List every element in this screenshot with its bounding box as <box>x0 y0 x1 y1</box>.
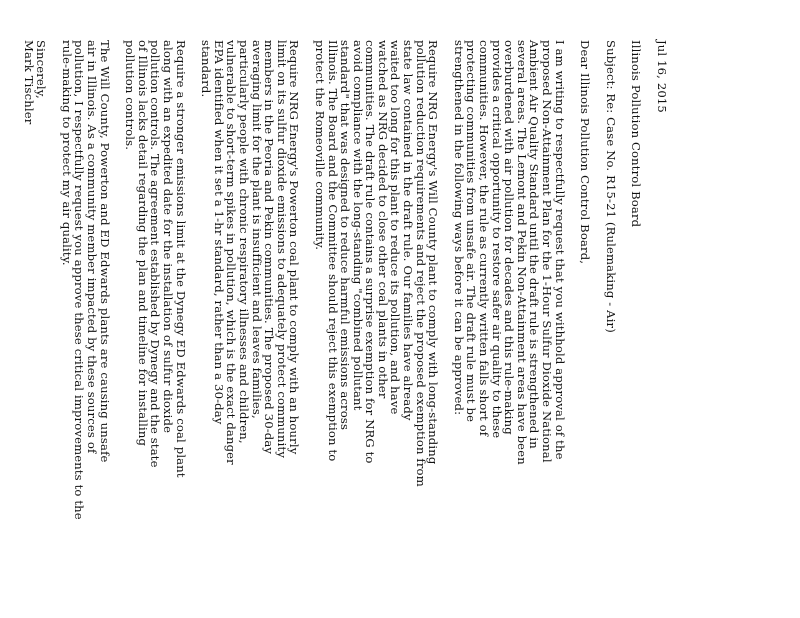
paragraph-line: along with an expedited date for the installation of sulfur dioxide <box>161 40 175 434</box>
letter-closing <box>22 40 47 612</box>
paragraph-line: standard" that was designed to reduce harmful emissions across <box>338 40 353 431</box>
paragraph-line: Ambient Air Quality Standard until the draft rule is strengthened in <box>527 40 542 449</box>
paragraph-intro <box>452 40 565 612</box>
paragraph-line: pollution reduction requirements and reject the proposed exemption from <box>413 40 428 487</box>
paragraph-line: members in the Peoria and Pekin communities. The proposed 30-day <box>262 40 277 455</box>
paragraph-line: strengthened in the following ways before it can be approved: <box>451 40 466 416</box>
paragraph-line: averaging limit for the plant is insufficient and leaves families, <box>249 40 264 419</box>
paragraph-powerton <box>200 40 301 612</box>
paragraph-will-county <box>313 40 439 612</box>
salutation-text: Dear Illinois Pollution Control Board, <box>578 40 593 265</box>
signature-text: Mark Tischler <box>21 40 36 125</box>
paragraph-line: Require a stronger emissions limit at the Dynegy ED Edwards coal plant <box>173 40 188 478</box>
paragraph-line: limit on its sulfur dioxide emissions to adequately protect community <box>274 40 289 459</box>
paragraph-line: air in Illinois. As a community member impacted by these sources of <box>85 40 100 454</box>
paragraph-line: avoid compliance with the long-standing "combined pollutant <box>350 40 365 411</box>
recipient-text: Illinois Pollution Control Board <box>629 40 644 228</box>
paragraph-line: overburdened with air pollution for decades and this rule-making <box>502 40 517 435</box>
date-text: Jul 16, 2015 <box>655 40 669 113</box>
paragraph-line: of Illinois lacks detail regarding the plan and timeline for installing <box>135 40 150 447</box>
paragraph-line: communities. The draft rule contains a surprise exemption for NRG to <box>363 40 378 464</box>
letter-salutation <box>579 40 592 612</box>
paragraph-line: I am writing to respectfully request that you withhold approval of the <box>552 40 567 460</box>
paragraph-line: waited too long for this plant to reduce its pollution, and have <box>388 40 403 415</box>
paragraph-ed-edwards <box>124 40 187 612</box>
paragraph-line: pollution, I respectfully request you approve these critical improvements to the <box>72 40 87 520</box>
letter-subject <box>604 40 617 612</box>
paragraph-line: particularly people with chronic respiratory illnesses and children, <box>236 40 251 444</box>
paragraph-line: state law contained in the draft rule. Our families have already <box>401 40 416 421</box>
paragraph-conclusion <box>60 40 110 612</box>
paragraph-line: standard. <box>199 40 214 98</box>
letter-recipient <box>630 40 643 612</box>
letter-date <box>655 40 668 612</box>
closing-text: Sincerely, <box>34 40 49 99</box>
paragraph-line: Require NRG Energy's Will County plant to comply with long-standing <box>426 40 441 465</box>
subject-text: Subject: Re: Case No. R15-21 (Rulemaking - Air) <box>603 40 618 333</box>
paragraph-line: pollution controls. <box>123 40 138 151</box>
paragraph-line: protect the Romeoville community. <box>312 40 327 251</box>
paragraph-line: Illinois. The Board and the Committee should reject this exemption to <box>325 40 340 462</box>
paragraph-line: EPA identified when it set a 1-hr standard, rather than a 30-day <box>211 40 226 425</box>
paragraph-line: rule-making to protect my air quality. <box>59 40 74 266</box>
paragraph-line: provides a critical opportunity to restore safer air quality to these <box>489 40 504 439</box>
paragraph-line: pollution controls. The agreement established by Dynegy and the state <box>148 40 163 468</box>
paragraph-line: communities. However, the rule as currently written falls short of <box>477 40 492 437</box>
paragraph-line: protecting communities from unsafe air. The draft rule must be <box>464 40 479 423</box>
paragraph-line: watched as NRG decided to close other coal plants in other <box>375 40 390 399</box>
paragraph-line: vulnerable to short-term spikes in pollution, which is the exact danger <box>224 40 239 465</box>
paragraph-line: The Will County, Powerton and ED Edwards plants are causing unsafe <box>97 40 112 463</box>
paragraph-line: several areas. The Lemont and Pekin Non-Attainment areas have been <box>514 40 529 465</box>
paragraph-line: Require NRG Energy's Powerton coal plant to comply with an hourly <box>287 40 302 455</box>
paragraph-line: proposed Non-Attainment Plan for the 1-Hour Sulfur Dioxide National <box>540 40 555 463</box>
